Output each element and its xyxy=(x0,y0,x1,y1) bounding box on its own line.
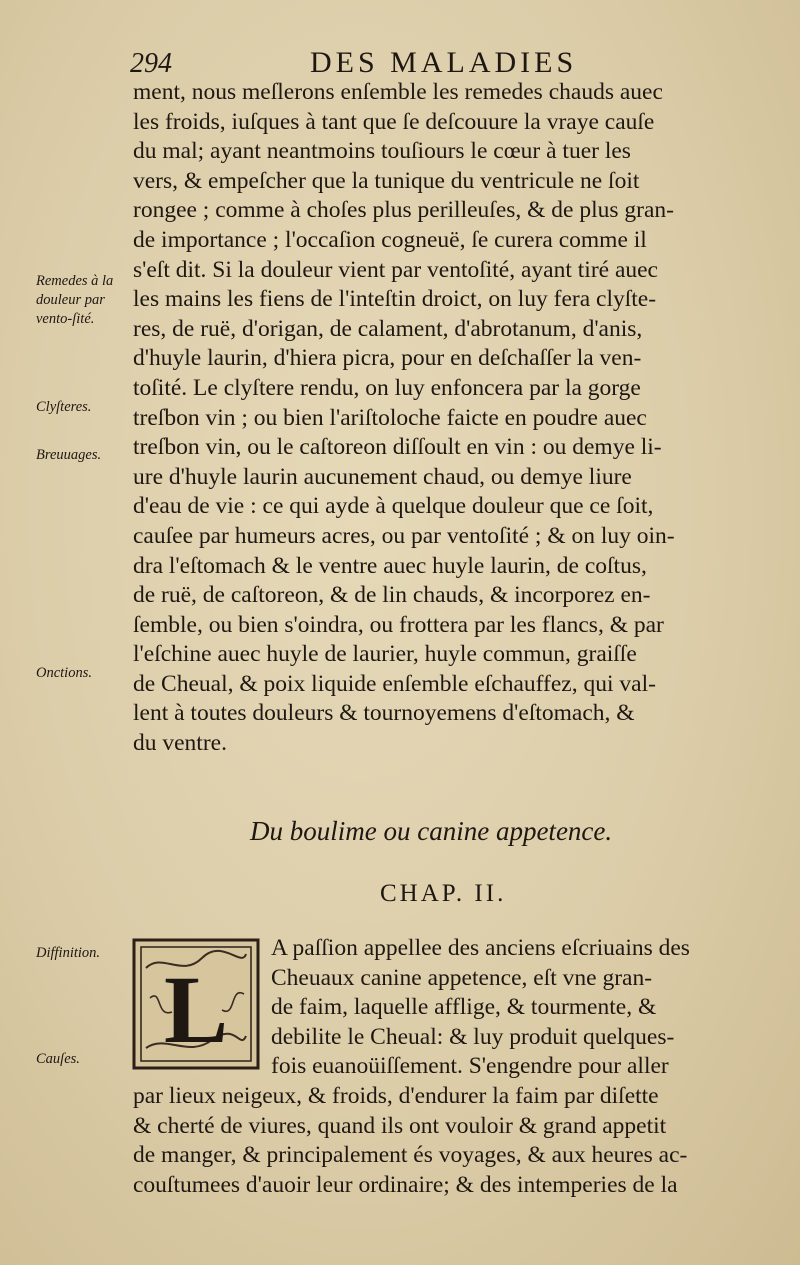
text-line: ment, nous meſlerons enſemble les remedes chauds auec xyxy=(133,79,663,105)
text-line: d'huyle laurin, d'hiera picra, pour en deſchaſſer la ven- xyxy=(133,345,642,372)
text-line: treſbon vin ; ou bien l'ariſtoloche faicte en poudre auec xyxy=(133,404,647,431)
text-line: vers, & empeſcher que la tunique du ventricule ne ſoit xyxy=(133,167,640,194)
margin-note-clysters: Clyſteres. xyxy=(36,399,92,415)
text-line: treſbon vin, ou le caſtoreon diſſoult en vin : ou demye li- xyxy=(133,434,662,461)
text-line: par lieux neigeux, & froids, d'endurer la faim par diſette xyxy=(133,1082,659,1109)
chapter-heading: CHAP. II. xyxy=(380,880,507,907)
text-line: debilite le Cheual: & luy produit quelques- xyxy=(271,1023,675,1050)
text-line: d'eau de vie : ce qui ayde à quelque douleur que ce ſoit, xyxy=(133,493,654,520)
page-number: 294 xyxy=(130,48,172,79)
text-line: fois euanoüiſſement. S'engendre pour aller xyxy=(271,1053,669,1080)
drop-cap-letter: L xyxy=(163,956,229,1063)
text-line: de Cheual, & poix liquide enſemble eſchauffez, qui val- xyxy=(133,670,656,697)
text-line: cauſee par humeurs acres, ou par ventoſité ; & on luy oin- xyxy=(133,522,675,549)
text-line: A paſſion appellee des anciens eſcriuains des xyxy=(271,935,690,961)
text-line: s'eſt dit. Si la douleur vient par ventoſité, ayant tiré auec xyxy=(133,256,658,283)
margin-note-drinks: Breuuages. xyxy=(36,447,102,463)
margin-note-ointments: Onctions. xyxy=(36,665,92,681)
text-line: du mal; ayant neantmoins touſiours le cœur à tuer les xyxy=(133,138,631,165)
margin-note-remedies: Remedes à la douleur par vento-ſité. xyxy=(36,273,114,327)
text-line: ſemble, ou bien s'oindra, ou frottera par les flancs, & par xyxy=(133,611,664,638)
text-line: toſité. Le clyſtere rendu, on luy enfoncera par la gorge xyxy=(133,374,641,401)
section-title: Du boulime ou canine appetence. xyxy=(250,816,613,846)
text-line: les mains les fiens de l'inteſtin droict, on luy fera clyſte- xyxy=(133,286,657,313)
text-line: Cheuaux canine appetence, eſt vne gran- xyxy=(271,964,653,991)
text-line: de faim, laquelle afflige, & tourmente, & xyxy=(271,994,657,1021)
text-line: couſtumees d'auoir leur ordinaire; & des intemperies de la xyxy=(133,1171,678,1198)
margin-note-causes: Cauſes. xyxy=(36,1051,80,1067)
text-line: de manger, & principalement és voyages, & aux heures ac- xyxy=(133,1142,688,1169)
running-title: DES MALADIES xyxy=(310,46,578,79)
text-line: res, de ruë, d'origan, de calament, d'abrotanum, d'anis, xyxy=(133,315,643,342)
text-line: de importance ; l'occaſion cogneuë, ſe curera comme il xyxy=(133,226,647,253)
text-line: dra l'eſtomach & le ventre auec huyle laurin, de coſtus, xyxy=(133,552,647,579)
margin-note-definition: Diffinition. xyxy=(36,945,101,961)
text-line: l'eſchine auec huyle de laurier, huyle commun, graiſſe xyxy=(133,641,637,668)
text-line: rongee ; comme à choſes plus perilleuſes, & de plus gran- xyxy=(133,197,674,224)
body-text xyxy=(133,78,763,759)
chapter-text xyxy=(133,934,763,1200)
text-line: lent à toutes douleurs & tournoyemens d'eſtomach, & xyxy=(133,700,635,727)
text-line: ure d'huyle laurin aucunement chaud, ou demye liure xyxy=(133,463,632,490)
text-line: & cherté de viures, quand ils ont vouloir & grand appetit xyxy=(133,1112,667,1139)
text-line: les froids, iuſques à tant que ſe deſcouure la vraye cauſe xyxy=(133,108,655,135)
text-line: du ventre. xyxy=(133,730,227,757)
text-line: de ruë, de caſtoreon, & de lin chauds, & incorporez en- xyxy=(133,582,651,609)
